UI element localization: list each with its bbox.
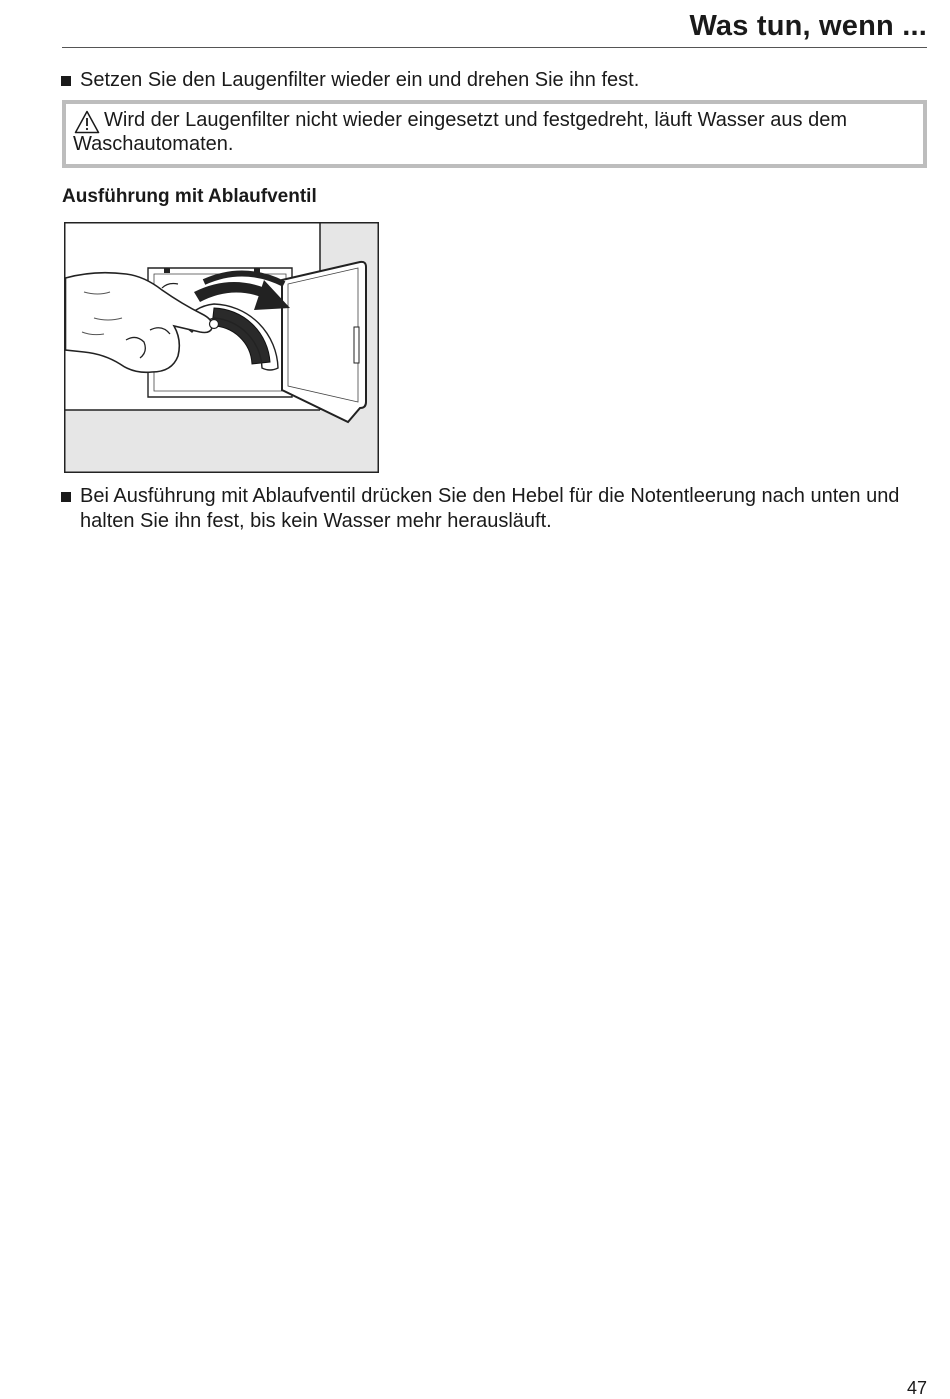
- warning-text: Wird der Laugenfilter nicht wieder eingesetzt und festgedreht, läuft Wasser aus dem Waschautomaten.: [73, 109, 847, 155]
- step-text: Setzen Sie den Laugenfilter wieder ein und drehen Sie ihn fest.: [80, 69, 640, 91]
- header-divider: [62, 47, 927, 48]
- step-text: Bei Ausführung mit Ablaufventil drücken Sie den Hebel für die Notentleerung nach unten und halten Sie ihn fest, bis kein Wasser mehr herausläuft.: [80, 485, 900, 532]
- bullet-square-icon: [61, 492, 71, 502]
- page-number: 47: [906, 1378, 927, 1398]
- page-header-title: Was tun, wenn ...: [689, 10, 927, 42]
- bullet-square-icon: [61, 76, 71, 86]
- warning-box: [62, 100, 927, 168]
- section-heading: Ausführung mit Ablaufventil: [62, 186, 317, 207]
- drain-valve-illustration: [64, 222, 379, 473]
